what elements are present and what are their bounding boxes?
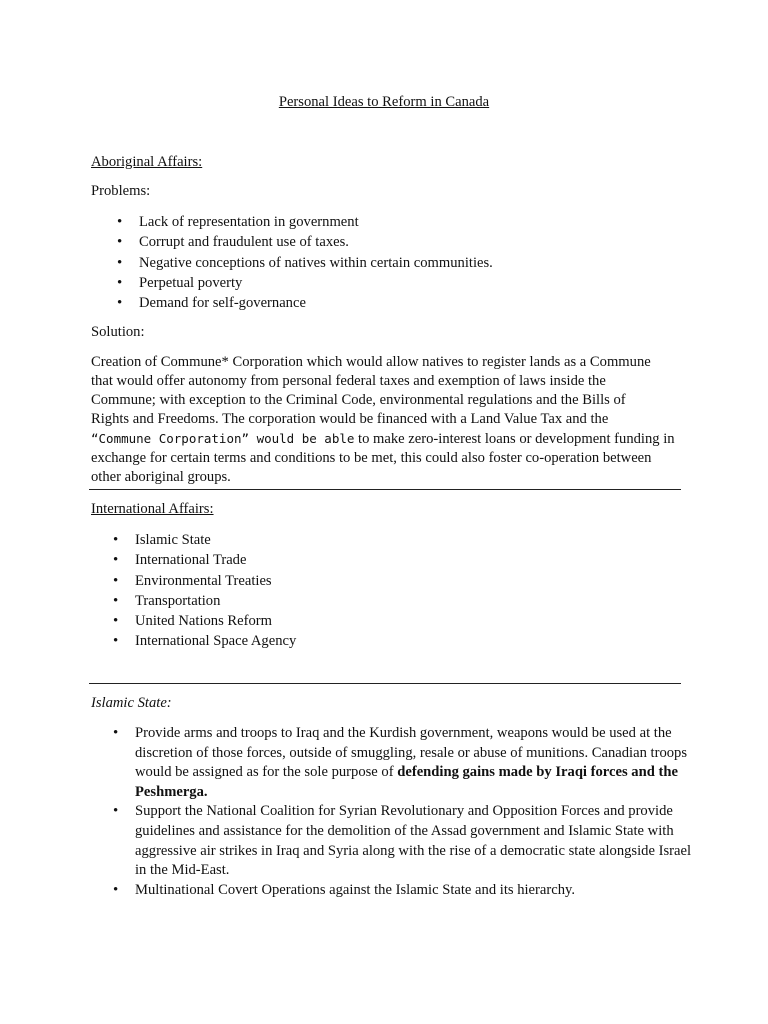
list-item: • United Nations Reform [135, 611, 296, 631]
section-divider [89, 683, 681, 684]
list-item [135, 724, 695, 802]
list-item: • Multinational Covert Operations against the Islamic State and its hierarchy. [135, 881, 695, 901]
solution-line: Creation of Commune* Corporation which would allow natives to register lands as a Commune [91, 354, 651, 370]
problems-list [139, 212, 493, 313]
international-heading: International Affairs: [91, 501, 214, 517]
item-text: Provide arms and troops to Iraq and the Kurdish government, weapons would be used at the discretion of those forces, outside of smuggling, resale or abuse of munitions. Canadian troops would be assigned as for the sole purpose of [135, 725, 688, 781]
solution-line: Commune; with exception to the Criminal Code, environmental regulations and the Bills of [91, 392, 626, 408]
islamic-state-heading: Islamic State: [91, 695, 172, 711]
international-list [135, 530, 296, 652]
aboriginal-heading: Aboriginal Affairs: [91, 154, 203, 170]
solution-label: Solution: [91, 324, 145, 340]
document-title: Personal Ideas to Reform in Canada [278, 94, 490, 110]
list-item: • Negative conceptions of natives within certain communities. [139, 253, 493, 273]
islamic-state-list [135, 724, 695, 900]
list-item: • International Space Agency [135, 631, 296, 651]
solution-line: exchange for certain terms and conditions to be met, this could also foster co-operation between [91, 450, 652, 466]
list-item: • Lack of representation in government [139, 212, 493, 232]
solution-paragraph [91, 353, 681, 487]
list-item: • Environmental Treaties [135, 571, 296, 591]
list-item: • Demand for self-governance [139, 293, 493, 313]
solution-line [91, 429, 681, 449]
list-item: • Corrupt and fraudulent use of taxes. [139, 232, 493, 252]
solution-line: that would offer autonomy from personal federal taxes and exemption of laws inside the [91, 373, 606, 389]
list-item: • International Trade [135, 550, 296, 570]
list-item: • Transportation [135, 591, 296, 611]
solution-line: other aboriginal groups. [91, 469, 231, 485]
item-bold-text: defending gains made by Iraqi forces and the Peshmerga. [135, 764, 678, 800]
commune-corporation-quote: “Commune Corporation” would be able [91, 431, 355, 446]
solution-line: Rights and Freedoms. The corporation would be financed with a Land Value Tax and the [91, 411, 609, 427]
solution-line-rest: to make zero-interest loans or development funding in [354, 431, 675, 447]
problems-label: Problems: [91, 183, 151, 199]
list-item: • Islamic State [135, 530, 296, 550]
list-item: • Perpetual poverty [139, 273, 493, 293]
section-divider [89, 489, 681, 490]
list-item: • Support the National Coalition for Syrian Revolutionary and Opposition Forces and provide guidelines and assistance for the demolition of the Assad government and Islamic State with aggressive air strikes in Iraq and Syria along with the rise of a democratic state alongside Israel in the Mid-East. [135, 802, 695, 880]
